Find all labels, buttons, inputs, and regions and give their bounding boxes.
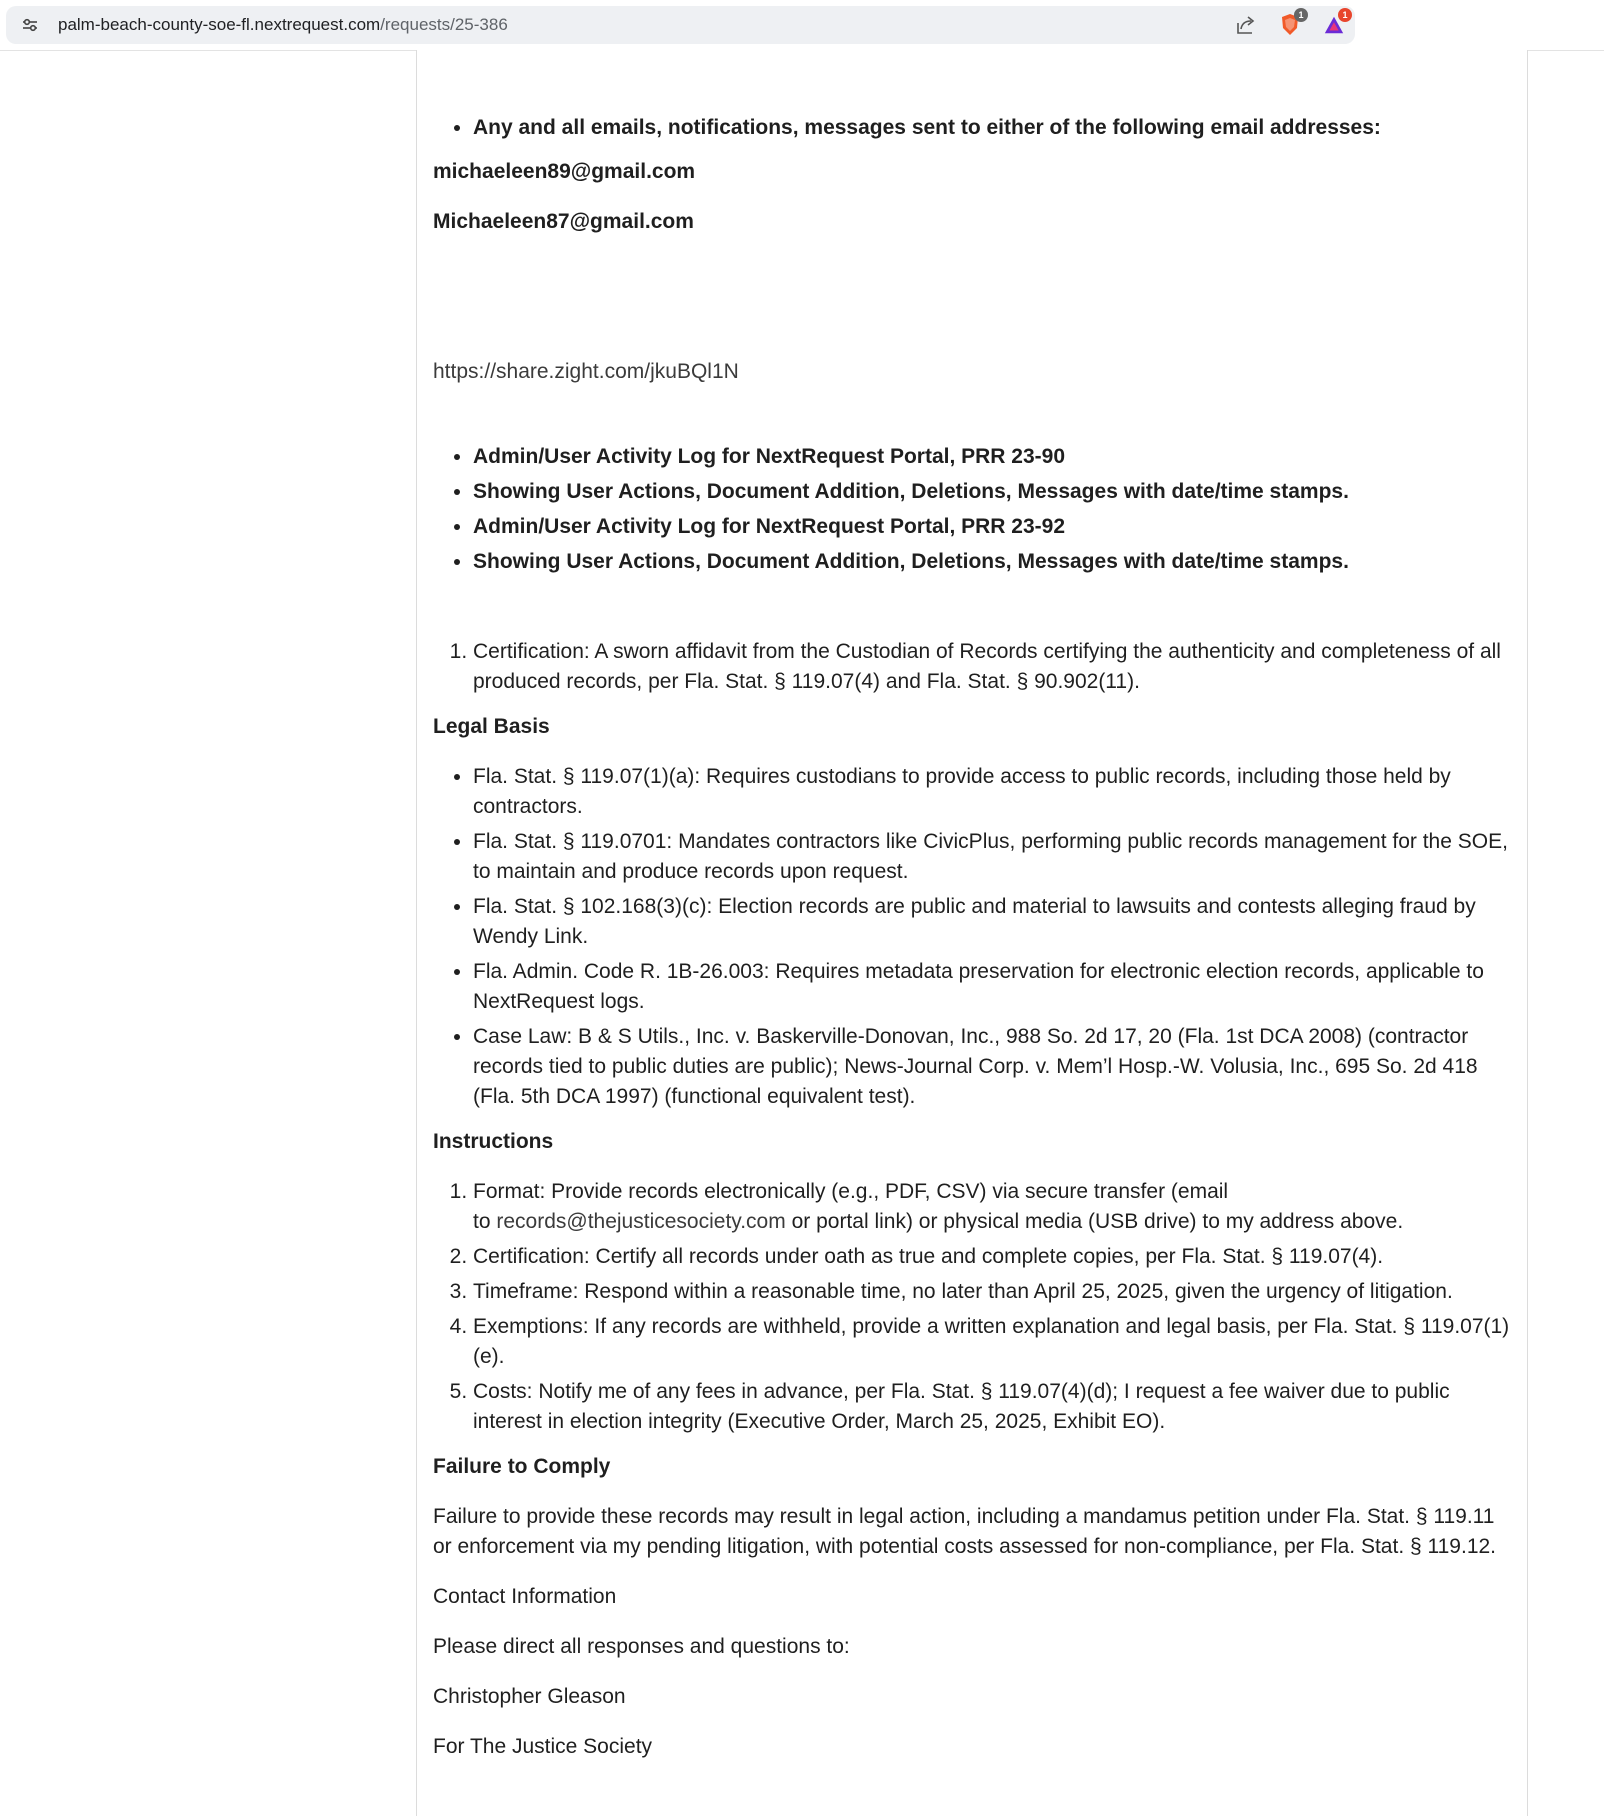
- site-settings-icon[interactable]: [20, 15, 40, 35]
- list-item: 2. Certification: Certify all records under oath as true and complete copies, per Fla. Stat. § 119.07(4).: [473, 1242, 1513, 1272]
- url-path: /requests/25-386: [380, 15, 508, 34]
- list-item: [473, 1177, 1513, 1237]
- url-text[interactable]: [58, 15, 508, 35]
- contact-name: Christopher Gleason: [433, 1685, 626, 1708]
- instructions-heading: Instructions: [433, 1130, 554, 1153]
- failure-text: Failure to provide these records may result in legal action, including a mandamus petition under Fla. Stat. § 119.11 or enforcement via my pending litigation, with potential costs assessed for non-compliance, per Fla. Stat. § 119.12.: [433, 1505, 1497, 1558]
- activity-log-list: [433, 442, 1513, 577]
- list-item: 4. Exemptions: If any records are withheld, provide a written explanation and legal basis, per Fla. Stat. § 119.07(1)(e).: [473, 1312, 1513, 1372]
- url-host: palm-beach-county-soe-fl.nextrequest.com: [58, 15, 381, 34]
- email-request-list: [433, 113, 1513, 143]
- list-item: • Showing User Actions, Document Addition, Deletions, Messages with date/time stamps.: [473, 547, 1513, 577]
- list-item: • Admin/User Activity Log for NextRequest Portal, PRR 23-90: [473, 442, 1513, 472]
- list-item: • Fla. Admin. Code R. 1B-26.003: Requires metadata preservation for electronic election records, applicable to NextRequest logs.: [473, 957, 1513, 1017]
- instructions-list: [433, 1177, 1513, 1437]
- list-item: • Fla. Stat. § 102.168(3)(c): Election records are public and material to lawsuits and contests alleging fraud by Wendy Link.: [473, 892, 1513, 952]
- list-item: 5. Costs: Notify me of any fees in advance, per Fla. Stat. § 119.07(4)(d); I request a fee waiver due to public interest in election integrity (Executive Order, March 25, 2025, Exhibit EO).: [473, 1377, 1513, 1437]
- list-item: 3. Timeframe: Respond within a reasonable time, no later than April 25, 2025, given the urgency of litigation.: [473, 1277, 1513, 1307]
- instruction-text: or portal link) or physical media (USB drive) to my address above.: [791, 1210, 1404, 1233]
- browser-toolbar: [0, 0, 1604, 51]
- failure-heading: Failure to Comply: [433, 1455, 611, 1478]
- list-item: • Any and all emails, notifications, messages sent to either of the following email addresses:: [473, 113, 1513, 143]
- request-description: [433, 50, 1513, 1762]
- contact-intro: Please direct all responses and questions to:: [433, 1635, 850, 1658]
- records-email-link[interactable]: records@thejusticesociety.com: [496, 1210, 786, 1233]
- list-item: • Fla. Stat. § 119.0701: Mandates contractors like CivicPlus, performing public records management for the SOE, to maintain and produce records upon request.: [473, 827, 1513, 887]
- certification-list: [433, 637, 1513, 697]
- brave-rewards-icon[interactable]: [1323, 10, 1348, 36]
- rewards-badge: 1: [1338, 8, 1352, 22]
- contact-heading: Contact Information: [433, 1585, 617, 1608]
- instruction-text: Format: Provide records electronically (e.g., PDF, CSV) via secure transfer (email: [473, 1180, 1229, 1203]
- shield-badge: 1: [1294, 8, 1308, 22]
- share-icon[interactable]: [1235, 14, 1257, 36]
- list-item: • Admin/User Activity Log for NextRequest Portal, PRR 23-92: [473, 512, 1513, 542]
- contact-org: For The Justice Society: [433, 1735, 653, 1758]
- instruction-text: to: [473, 1210, 491, 1233]
- address-bar[interactable]: [6, 6, 1355, 44]
- legal-basis-heading: Legal Basis: [433, 715, 550, 738]
- email-address-1: michaeleen89@gmail.com: [433, 160, 696, 183]
- list-item: • Showing User Actions, Document Addition, Deletions, Messages with date/time stamps.: [473, 477, 1513, 507]
- brave-shield-icon[interactable]: [1279, 10, 1304, 36]
- email-address-2: Michaeleen87@gmail.com: [433, 210, 694, 233]
- share-link[interactable]: https://share.zight.com/jkuBQl1N: [433, 360, 739, 383]
- list-item: 1. Certification: A sworn affidavit from the Custodian of Records certifying the authenticity and completeness of all produced records, per Fla. Stat. § 119.07(4) and Fla. Stat. § 90.902(11).: [473, 637, 1513, 697]
- legal-basis-list: [433, 762, 1513, 1112]
- list-item: • Case Law: B & S Utils., Inc. v. Baskerville-Donovan, Inc., 988 So. 2d 17, 20 (Fla. 1st DCA 2008) (contractor records tied to public duties are public); News-Journal Corp. v. Mem’l Hosp.-W. Volusia, Inc., 695 So. 2d 418 (Fla. 5th DCA 1997) (functional equivalent test).: [473, 1022, 1513, 1112]
- list-item: • Fla. Stat. § 119.07(1)(a): Requires custodians to provide access to public records, including those held by contractors.: [473, 762, 1513, 822]
